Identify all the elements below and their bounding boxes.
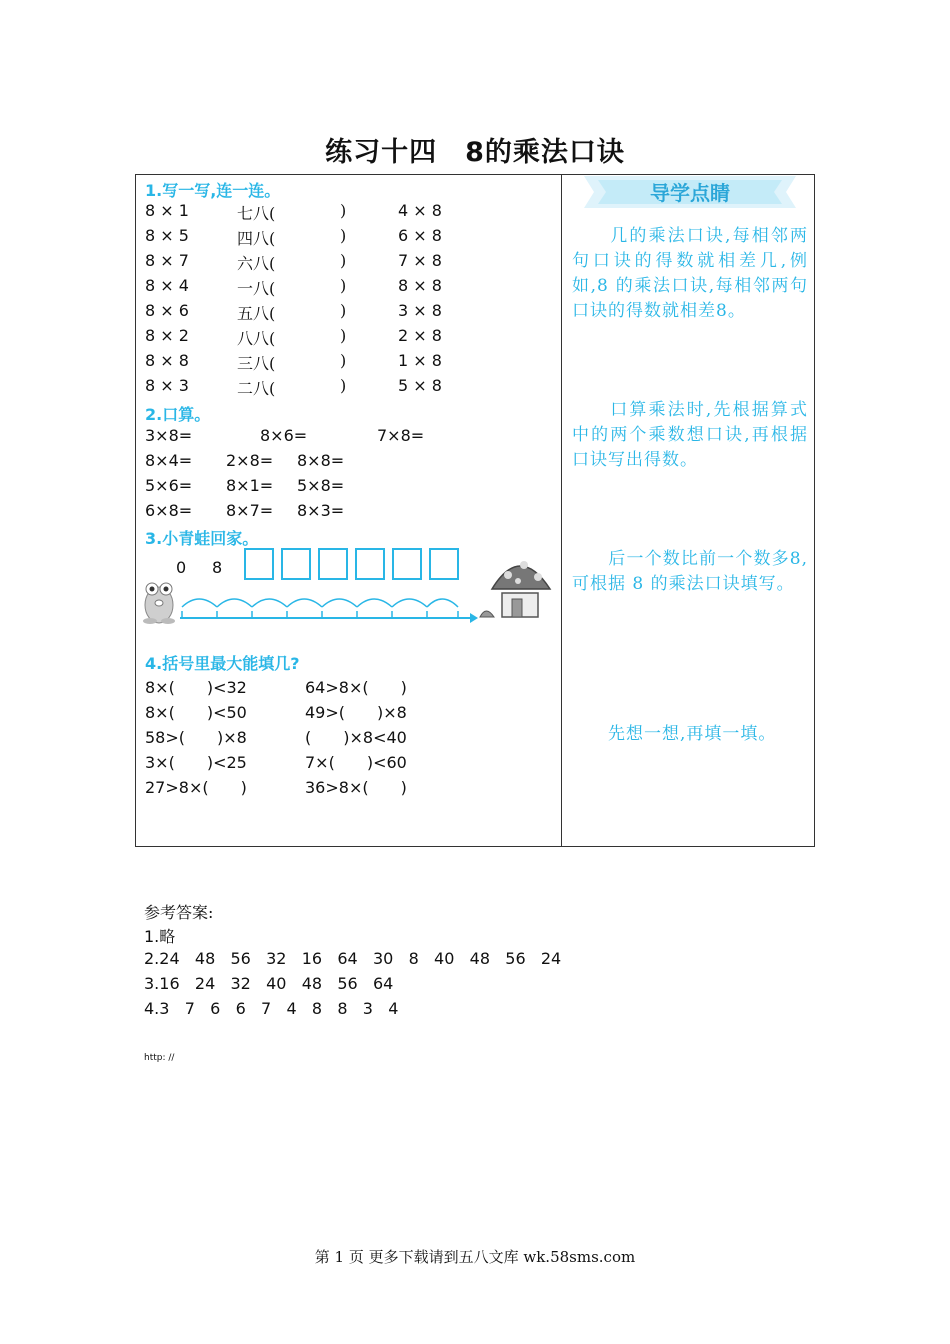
q1-left-expr: 8 × 4 xyxy=(145,276,189,295)
q3-number-0: 0 xyxy=(176,558,187,577)
q1-verse-blank: 七八( xyxy=(237,204,276,223)
q2-problem: 2×8= xyxy=(226,451,274,470)
q2-problem: 7×8= xyxy=(377,426,425,445)
q1-verse-close: ) xyxy=(340,351,347,370)
q1-verse-blank: 四八( xyxy=(237,229,276,248)
q1-verse-blank: 三八( xyxy=(237,354,276,373)
q1-left-expr: 8 × 3 xyxy=(145,376,189,395)
q1-verse-blank: 八八( xyxy=(237,329,276,348)
q1-verse-blank: 一八( xyxy=(237,279,276,298)
tip-3: 后一个数比前一个数多8,可根据 8 的乘法口诀填写。 xyxy=(572,549,808,594)
q1-verse-blank: 二八( xyxy=(237,379,276,398)
q2-problem: 3×8= xyxy=(145,426,193,445)
q1-verse-close: ) xyxy=(340,276,347,295)
answer-line-2: 2.24 48 56 32 16 64 30 8 40 48 56 24 xyxy=(144,949,562,968)
q1-right-expr: 5 × 8 xyxy=(398,376,442,395)
tip-1: 几的乘法口诀,每相邻两句口诀的得数就相差几,例如,8 的乘法口诀,每相邻两句口诀的得数就相差8。 xyxy=(572,226,808,321)
answers-heading: 参考答案: xyxy=(144,903,214,922)
q1-left-expr: 8 × 8 xyxy=(145,351,189,370)
q1-left-expr: 8 × 7 xyxy=(145,251,189,270)
q4-heading: 4.括号里最大能填几? xyxy=(145,654,300,673)
q2-problem: 6×8= xyxy=(145,501,193,520)
q1-verse-close: ) xyxy=(340,326,347,345)
q1-right-expr: 7 × 8 xyxy=(398,251,442,270)
q1-heading: 1.写一写,连一连。 xyxy=(145,181,281,200)
q2-problem: 8×7= xyxy=(226,501,274,520)
q2-problem: 8×6= xyxy=(260,426,308,445)
tip-2: 口算乘法时,先根据算式中的两个乘数想口诀,再根据口诀写出得数。 xyxy=(572,400,808,470)
q4-right-problem: 64>8×( ) xyxy=(305,678,407,697)
q2-heading: 2.口算。 xyxy=(145,405,211,424)
frog-number-line xyxy=(140,545,560,635)
q4-right-problem: ( )×8<40 xyxy=(305,728,407,747)
q4-right-problem: 49>( )×8 xyxy=(305,703,407,722)
answer-line-1: 1.略 xyxy=(144,927,176,946)
tip-4: 先想一想,再填一填。 xyxy=(572,724,777,744)
q3-heading: 3.小青蛙回家。 xyxy=(145,529,259,548)
q2-problem: 5×6= xyxy=(145,476,193,495)
q4-left-problem: 8×( )<32 xyxy=(145,678,247,697)
q1-verse-close: ) xyxy=(340,226,347,245)
q2-problem: 5×8= xyxy=(297,476,345,495)
frog-icon xyxy=(143,583,175,624)
q4-right-problem: 7×( )<60 xyxy=(305,753,407,772)
q1-right-expr: 6 × 8 xyxy=(398,226,442,245)
q1-left-expr: 8 × 1 xyxy=(145,201,189,220)
q1-verse-close: ) xyxy=(340,201,347,220)
q2-problem: 8×8= xyxy=(297,451,345,470)
page-title: 练习十四 8的乘法口诀 xyxy=(325,137,625,168)
q1-right-expr: 3 × 8 xyxy=(398,301,442,320)
q4-left-problem: 27>8×( ) xyxy=(145,778,247,797)
answer-line-3: 3.16 24 32 40 48 56 64 xyxy=(144,974,394,993)
q4-left-problem: 58>( )×8 xyxy=(145,728,247,747)
q1-right-expr: 2 × 8 xyxy=(398,326,442,345)
q1-right-expr: 4 × 8 xyxy=(398,201,442,220)
url-text: http: // xyxy=(144,1053,175,1063)
q2-problem: 8×4= xyxy=(145,451,193,470)
q1-right-expr: 1 × 8 xyxy=(398,351,442,370)
q2-problem: 8×1= xyxy=(226,476,274,495)
q4-right-problem: 36>8×( ) xyxy=(305,778,407,797)
q4-left-problem: 8×( )<50 xyxy=(145,703,247,722)
q1-right-expr: 8 × 8 xyxy=(398,276,442,295)
q1-verse-close: ) xyxy=(340,376,347,395)
page-footer: 第 1 页 更多下载请到五八文库 wk.58sms.com xyxy=(314,1248,636,1266)
q1-left-expr: 8 × 2 xyxy=(145,326,189,345)
column-divider xyxy=(561,174,562,847)
answer-line-4: 4.3 7 6 6 7 4 8 8 3 4 xyxy=(144,999,399,1018)
mushroom-house-icon xyxy=(480,561,550,617)
q3-number-8: 8 xyxy=(212,558,223,577)
q1-verse-blank: 六八( xyxy=(237,254,276,273)
q1-verse-blank: 五八( xyxy=(237,304,276,323)
q4-left-problem: 3×( )<25 xyxy=(145,753,247,772)
q1-verse-close: ) xyxy=(340,251,347,270)
q1-left-expr: 8 × 6 xyxy=(145,301,189,320)
q1-verse-close: ) xyxy=(340,301,347,320)
banner-title: 导学点睛 xyxy=(650,181,730,205)
q2-problem: 8×3= xyxy=(297,501,345,520)
q1-left-expr: 8 × 5 xyxy=(145,226,189,245)
